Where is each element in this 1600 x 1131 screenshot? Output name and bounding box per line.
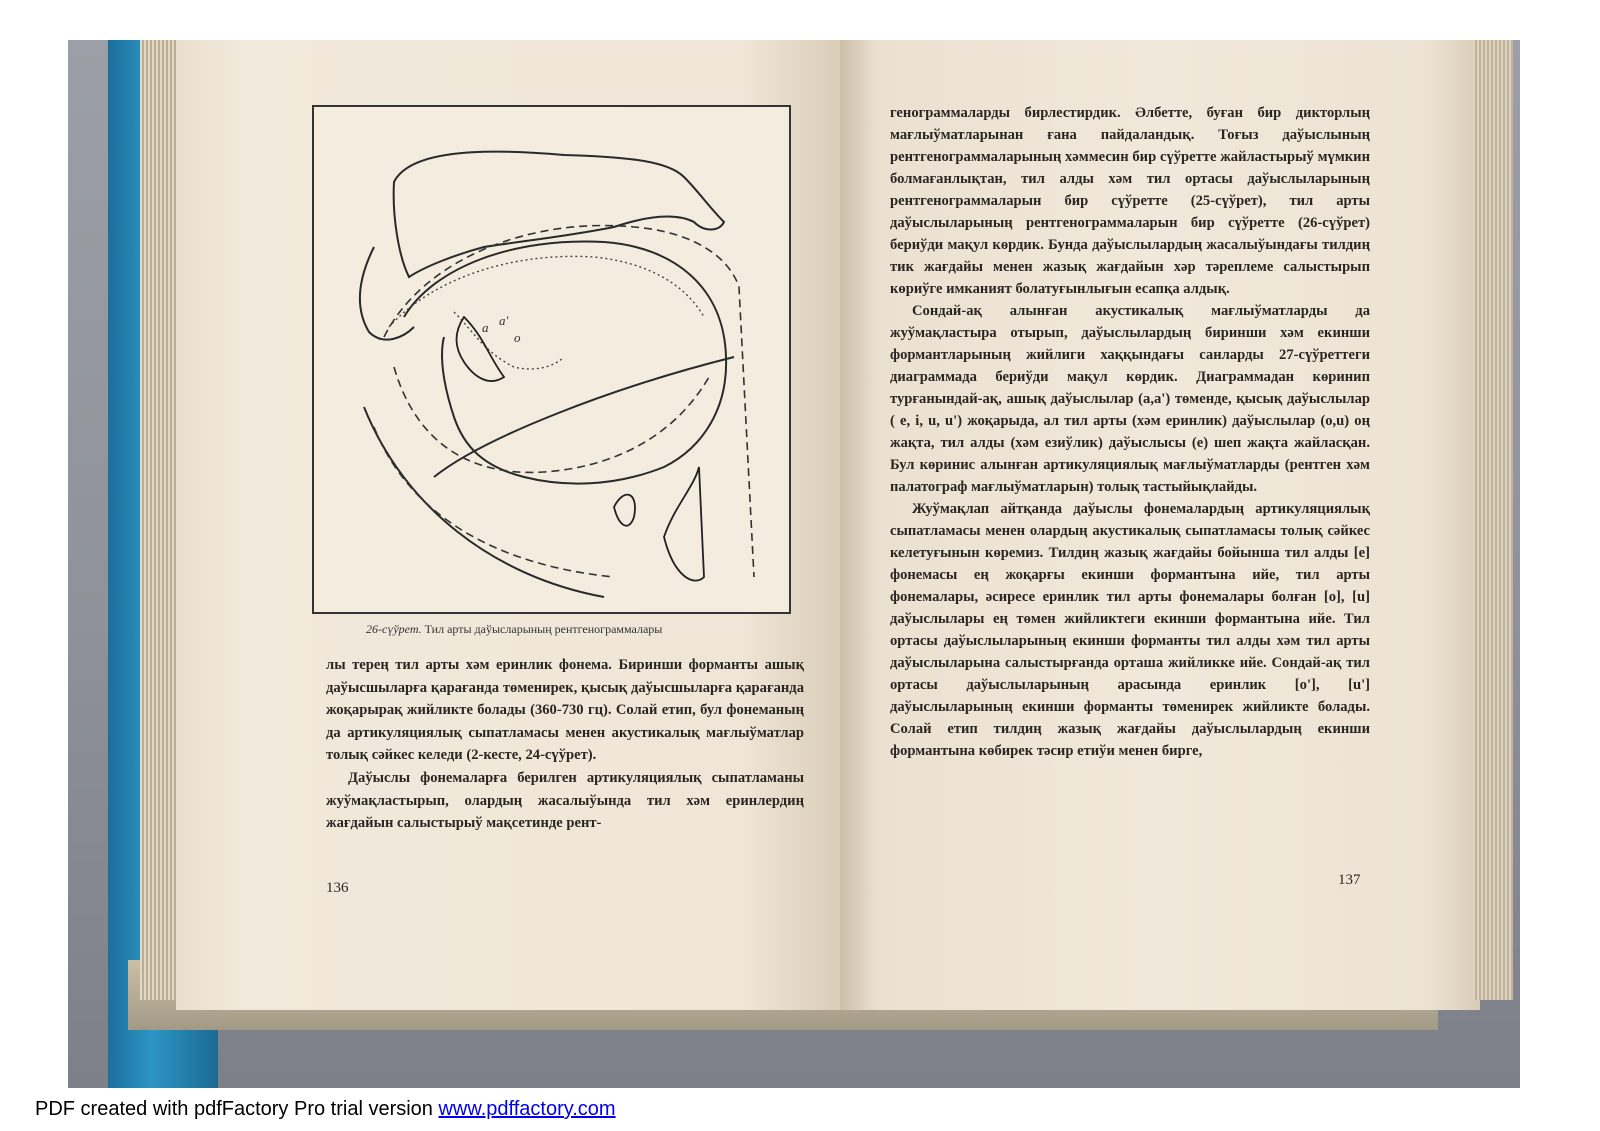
pdf-footer xyxy=(35,1098,616,1121)
lower-curve xyxy=(364,407,604,597)
larynx xyxy=(664,467,704,581)
epiglottis xyxy=(614,495,635,526)
scanned-book-spread xyxy=(68,40,1520,1088)
xray-figure xyxy=(312,105,791,614)
left-page-number: 136 xyxy=(326,880,349,896)
left-paragraph-2: Даўыслы фонемаларға берилген артикуляциялық сыпатламаны жуўмақластырып, олардың жасалыўында тил хәм еринлердиң жағдайын салыстырыў мақсетинде рент- xyxy=(326,769,804,832)
caption-label: 26-сүўрет. xyxy=(366,622,422,636)
right-page-body xyxy=(890,102,1370,762)
tongue-dotted xyxy=(389,256,704,327)
lower-dashed xyxy=(374,427,614,577)
label-a: a xyxy=(482,320,489,335)
left-page xyxy=(176,40,841,1010)
lip-dotted xyxy=(454,312,564,369)
tongue-dashed xyxy=(384,225,754,577)
figure-caption xyxy=(366,622,662,637)
right-paragraph-3: Жуўмақлап айтқанда даўыслы фонемалардың артикуляциялық сыпатламасы менен олардың акустикалық сыпатламасы толық сәйкес келетуғынын көремиз. Тилдиң жазық жағдайы бойынша тил алды [e] фонемасы ең жоқарғы екинши формантына ийе, тил арты фонемалары, әсиресе еринлик тил арты фонемалары болған [o], [u] даўыслылары ең төмен жийликтеги екинши формантына ийе. Тил ортасы даўыслыларының екинши форманты тил алды хәм тил арты даўыслыларына салыстырғанда орташа жийликке ийе. Сондай-ақ тил ортасы даўыслыларының арасында еринлик [o'], [u'] даўыслыларының екинши форманты төменирек жийликте болады. Солай етип тилдиң жазық жағдайы даўыслылардың екинши формантына көбирек тәсир етиўи менен бирге, xyxy=(890,501,1370,759)
right-page xyxy=(840,40,1480,1010)
right-paragraph-2: Сондай-ақ алынған акустикалық мағлыўматларды да жуўмақластыра отырып, даўыслылардың биринши хәм екинши формантларының жийлиги хаққындағы санларды 27-сүўреттеги диаграммада бериўди мақул көрдик. Диаграммадан көринип турғанындай-ақ, ашық даўыслылар (a,a') төменде, қысық даўыслылар ( e, i, u, u') жоқарыда, ал тил арты (хәм еринлик) даўыслылар (o,u) оң жақта, тил алды (хәм езиўлик) даўыслысы (e) шеп жақта жайласқан. Бул көринис алынған артикуляциялық мағлыўматларды (рентген хәм палатограф мағлыўматларын) толық тастыйықлайды. xyxy=(890,303,1370,495)
jaw-outline xyxy=(360,247,414,340)
palate-outline xyxy=(394,152,724,277)
lip-shape xyxy=(457,317,505,381)
left-page-body xyxy=(326,654,804,835)
footer-text: PDF created with pdfFactory Pro trial version xyxy=(35,1098,439,1120)
label-o: o xyxy=(514,330,521,345)
label-a-prime: a' xyxy=(499,313,509,328)
right-paragraph-1: генограммаларды бирлестирдик. Әлбетте, буған бир дикторлың мағлыўматларынан ғана пайдаландық. Тоғыз даўыслының рентгенограммаларының хәммесин бир сүўретте жайластырыў мүмкин болмағанлықтан, тил алды хәм тил ортасы даўыслыларының рентгенограммаларын бир сүўретте (25-сүўрет), тил арты даўыслыларының рентгенограммаларын бир сүўретте (26-сүўрет) бериўди мақул көрдик. Бунда даўыслылардың жасалыўындағы тилдиң тик жағдайы менен жазық жағдайын хәр тәреплеме салыстырып көриўге имканият болатуғынлығын есапқа алдық. xyxy=(890,105,1370,297)
right-page-number: 137 xyxy=(1338,872,1361,888)
footer-link[interactable]: www.pdffactory.com xyxy=(438,1098,616,1120)
caption-text: Тил арты даўысларының рентгенограммалары xyxy=(421,622,663,636)
throat-line xyxy=(434,357,734,477)
tongue-dashed-2 xyxy=(394,367,709,472)
right-page-stack xyxy=(1473,40,1513,1000)
tongue-solid xyxy=(404,241,726,483)
left-paragraph-1: лы терең тил арты хәм еринлик фонема. Биринши форманты ашық даўысшыларға қарағанда төменирек, қысық даўысшыларға қарағанда жоқарырақ жийликте болады (360-730 гц). Солай етип, бул фонеманың да артикуляциялық сыпатламасы менен акустикалық мағлыўматлар толық сәйкес келеди (2-кесте, 24-сүўрет). xyxy=(326,657,804,764)
vocal-tract-diagram xyxy=(314,107,789,612)
left-page-stack xyxy=(140,40,180,1000)
